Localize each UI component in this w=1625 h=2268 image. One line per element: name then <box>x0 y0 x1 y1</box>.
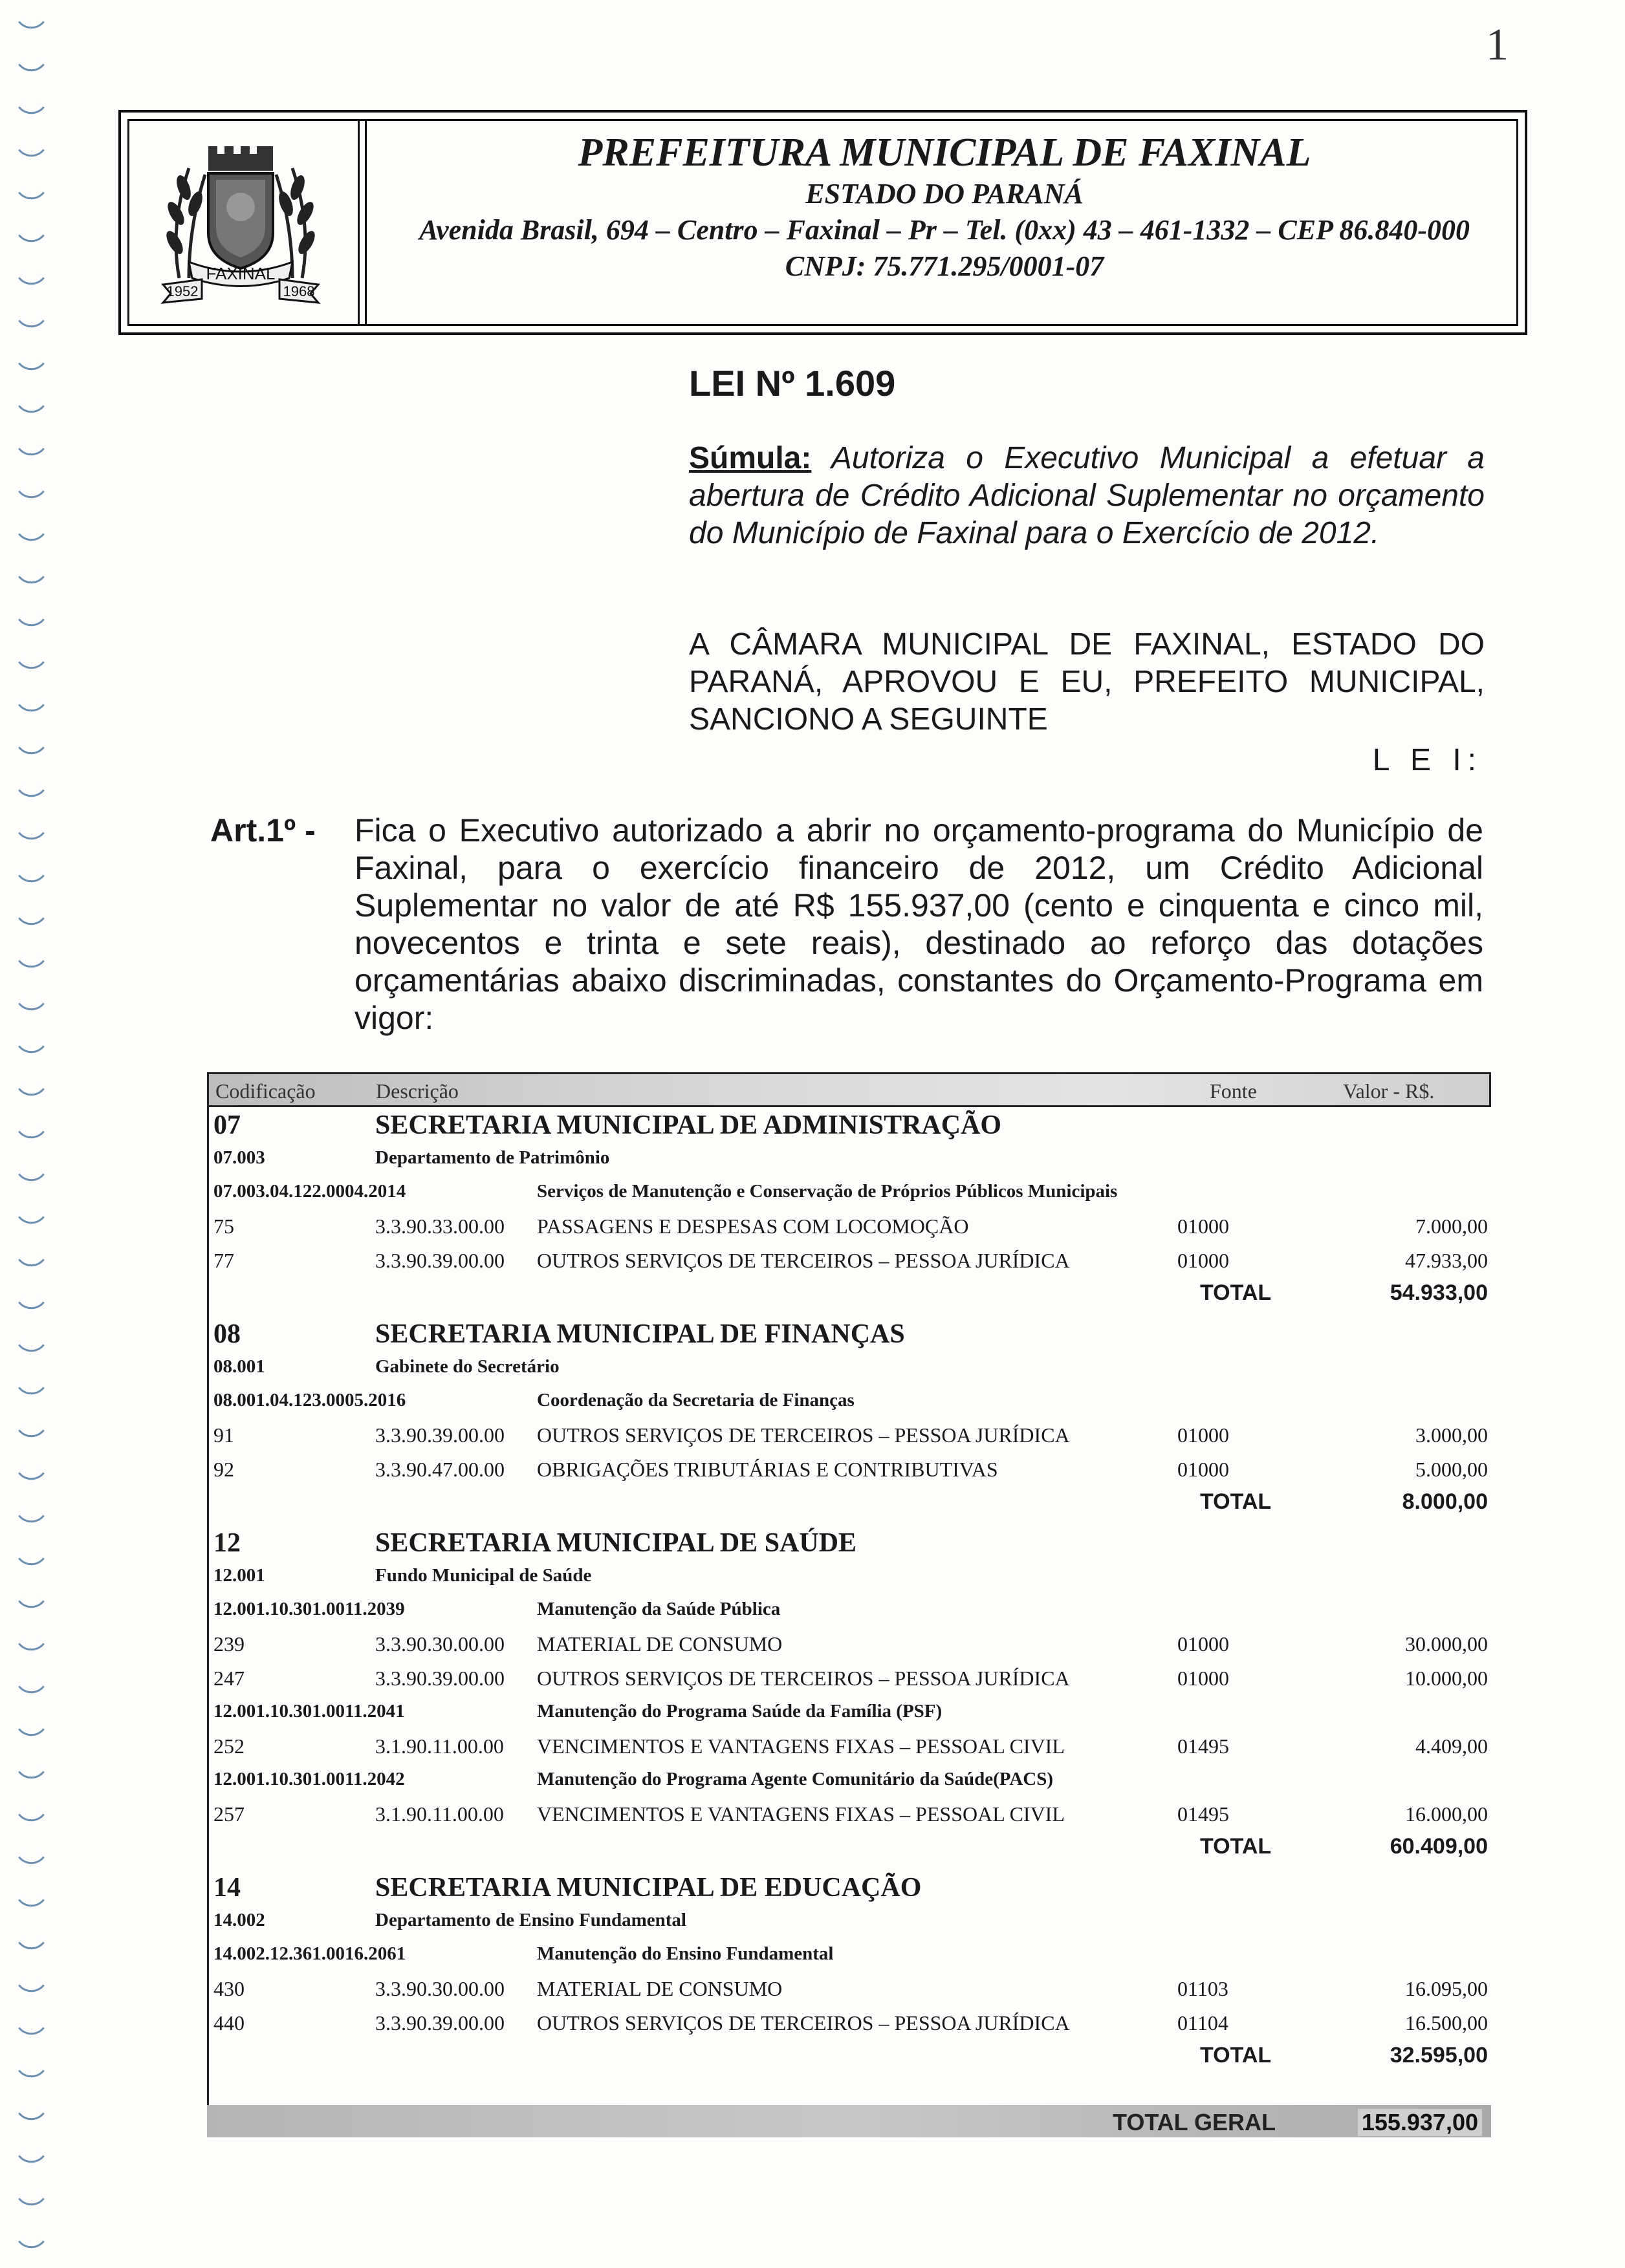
item-number: 430 <box>213 1977 245 2000</box>
item-value: 16.095,00 <box>1405 1977 1488 2000</box>
binding-hole <box>18 222 45 249</box>
binding-hole <box>18 1802 45 1828</box>
item-number: 252 <box>213 1734 245 1758</box>
binding-hole <box>18 2015 45 2042</box>
binding-hole <box>18 1930 45 1956</box>
item-description: OUTROS SERVIÇOS DE TERCEIROS – PESSOA JURÍDICA <box>537 2011 1070 2035</box>
section-total-label: TOTAL <box>1200 1489 1272 1514</box>
item-description: MATERIAL DE CONSUMO <box>537 1632 783 1656</box>
section-code: 08 <box>213 1319 241 1349</box>
binding-hole <box>18 1716 45 1743</box>
program-code: 14.002.12.361.0016.2061 <box>213 1943 406 1964</box>
binding-hole <box>18 393 45 420</box>
binding-hole <box>18 137 45 164</box>
item-value: 10.000,00 <box>1405 1667 1488 1690</box>
program-code: 12.001.10.301.0011.2039 <box>213 1599 405 1619</box>
binding-hole <box>18 1418 45 1444</box>
crest-name: FAXINAL <box>206 264 276 283</box>
binding-hole <box>18 52 45 78</box>
item-number: 257 <box>213 1802 245 1826</box>
grand-total-label: TOTAL GERAL <box>1113 2109 1276 2135</box>
item-source: 01000 <box>1177 1215 1229 1238</box>
item-description: OUTROS SERVIÇOS DE TERCEIROS – PESSOA JURÍDICA <box>537 1667 1070 1690</box>
program-code: 12.001.10.301.0011.2041 <box>213 1701 405 1722</box>
header-description: Descrição <box>376 1079 459 1103</box>
cnpj-line: CNPJ: 75.771.295/0001-07 <box>785 250 1104 282</box>
header-source: Fonte <box>1210 1079 1257 1103</box>
binding-hole <box>18 1887 45 1914</box>
sumula-paragraph <box>689 440 1485 552</box>
section-total-value: 8.000,00 <box>1402 1489 1488 1514</box>
binding-hole <box>18 2058 45 2084</box>
item-description: PASSAGENS E DESPESAS COM LOCOMOÇÃO <box>537 1215 969 1238</box>
address-line: Avenida Brasil, 694 – Centro – Faxinal – Pr – Tel. (0xx) 43 – 461-1332 – CEP 86.840-000 <box>419 214 1470 246</box>
binding-hole <box>18 2229 45 2255</box>
item-account: 3.3.90.39.00.00 <box>375 1423 505 1447</box>
table-header <box>207 1072 1491 1107</box>
state-name: ESTADO DO PARANÁ <box>805 178 1084 210</box>
binding-hole <box>18 94 45 121</box>
grand-total-bar <box>207 2105 1491 2137</box>
item-number: 75 <box>213 1215 234 1238</box>
item-value: 3.000,00 <box>1415 1423 1488 1447</box>
article-label: Art.1º - <box>210 812 316 848</box>
department-name: Fundo Municipal de Saúde <box>375 1565 592 1586</box>
binding-hole <box>18 1503 45 1529</box>
binding-hole <box>18 948 45 975</box>
item-source: 01103 <box>1177 1977 1228 2000</box>
binding-hole <box>18 1332 45 1359</box>
item-account: 3.3.90.39.00.00 <box>375 2011 505 2035</box>
item-number: 77 <box>213 1249 234 1272</box>
binding-hole <box>18 1033 45 1060</box>
binding-hole <box>18 308 45 334</box>
lei-word: L E I: <box>1372 743 1483 777</box>
program-code: 12.001.10.301.0011.2042 <box>213 1769 405 1789</box>
section-total-label: TOTAL <box>1200 2043 1272 2068</box>
section-code: 12 <box>213 1528 241 1558</box>
item-source: 01000 <box>1177 1632 1229 1656</box>
item-description: OBRIGAÇÕES TRIBUTÁRIAS E CONTRIBUTIVAS <box>537 1458 998 1481</box>
department-name: Departamento de Patrimônio <box>375 1147 610 1168</box>
binding-hole <box>18 1759 45 1786</box>
department-code: 12.001 <box>213 1565 265 1586</box>
department-name: Departamento de Ensino Fundamental <box>375 1910 686 1930</box>
program-code: 08.001.04.123.0005.2016 <box>213 1390 406 1410</box>
item-account: 3.3.90.30.00.00 <box>375 1632 505 1656</box>
item-value: 30.000,00 <box>1405 1632 1488 1656</box>
crest-year-left: 1952 <box>166 283 199 299</box>
binding-hole <box>18 735 45 761</box>
program-name: Manutenção do Ensino Fundamental <box>537 1943 834 1964</box>
binding-hole <box>18 265 45 292</box>
municipality-title: PREFEITURA MUNICIPAL DE FAXINAL <box>578 131 1311 175</box>
binding-hole <box>18 1631 45 1658</box>
binding-hole <box>18 351 45 377</box>
binding-hole <box>18 991 45 1017</box>
binding-hole <box>18 1076 45 1103</box>
binding-hole <box>18 1290 45 1316</box>
item-account: 3.3.90.47.00.00 <box>375 1458 505 1481</box>
preamble-paragraph: A CÂMARA MUNICIPAL DE FAXINAL, ESTADO DO PARANÁ, APROVOU E EU, PREFEITO MUNICIPAL, SANCIONO A SEGUINTE <box>689 627 1485 737</box>
item-value: 4.409,00 <box>1415 1734 1488 1758</box>
article-text: Fica o Executivo autorizado a abrir no orçamento-programa do Município de Faxinal, para o exercício financeiro de 2012, um Crédito Adicional Suplementar no valor de até R$ 155.937,00 (cento e cinquenta e cinco mil, novecentos e trinta e sete reais), destinado ao reforço das dotações orçamentárias abaixo discriminadas, constantes do Orçamento-Programa em vigor: <box>354 812 1483 1036</box>
binding-hole <box>18 564 45 590</box>
item-account: 3.3.90.30.00.00 <box>375 1977 505 2000</box>
item-value: 47.933,00 <box>1405 1249 1488 1272</box>
section-name: SECRETARIA MUNICIPAL DE EDUCAÇÃO <box>375 1873 922 1903</box>
program-name: Coordenação da Secretaria de Finanças <box>537 1390 855 1410</box>
section-total-label: TOTAL <box>1200 1834 1272 1859</box>
binding-hole <box>18 1375 45 1401</box>
binding-hole <box>18 436 45 462</box>
item-account: 3.3.90.33.00.00 <box>375 1215 505 1238</box>
binding-hole <box>18 863 45 889</box>
binding-hole <box>18 607 45 633</box>
item-source: 01000 <box>1177 1249 1229 1272</box>
binding-hole <box>18 2101 45 2127</box>
binding-hole <box>18 820 45 847</box>
item-value: 7.000,00 <box>1415 1215 1488 1238</box>
item-description: VENCIMENTOS E VANTAGENS FIXAS – PESSOAL CIVIL <box>537 1802 1065 1826</box>
binding-hole <box>18 1546 45 1572</box>
item-source: 01495 <box>1177 1734 1229 1758</box>
item-number: 440 <box>213 2011 245 2035</box>
sumula-text: Autoriza o Executivo Municipal a efetuar a abertura de Crédito Adicional Suplementar no orçamento do Município de Faxinal para o Exercício de 2012. <box>689 441 1485 550</box>
item-account: 3.3.90.39.00.00 <box>375 1249 505 1272</box>
item-value: 5.000,00 <box>1415 1458 1488 1481</box>
binding-hole <box>18 777 45 804</box>
department-code: 07.003 <box>213 1147 265 1168</box>
law-number: LEI Nº 1.609 <box>689 363 896 404</box>
binding-hole <box>18 649 45 676</box>
binding-hole <box>18 521 45 548</box>
section-total-value: 54.933,00 <box>1390 1280 1488 1305</box>
binding-holes <box>13 0 52 2268</box>
section-total-value: 60.409,00 <box>1390 1834 1488 1859</box>
item-number: 239 <box>213 1632 245 1656</box>
header-value: Valor - R$. <box>1343 1079 1435 1103</box>
section-total-label: TOTAL <box>1200 1280 1272 1305</box>
item-description: OUTROS SERVIÇOS DE TERCEIROS – PESSOA JURÍDICA <box>537 1423 1070 1447</box>
binding-hole <box>18 1460 45 1487</box>
binding-hole <box>18 180 45 206</box>
item-account: 3.1.90.11.00.00 <box>375 1734 504 1758</box>
grand-total-value: 155.937,00 <box>1358 2109 1482 2136</box>
binding-hole <box>18 1674 45 1700</box>
binding-hole <box>18 1844 45 1871</box>
section-total-value: 32.595,00 <box>1390 2043 1488 2068</box>
binding-hole <box>18 1161 45 1188</box>
program-name: Manutenção do Programa Agente Comunitário da Saúde(PACS) <box>537 1769 1054 1789</box>
section-code: 07 <box>213 1110 241 1140</box>
section-name: SECRETARIA MUNICIPAL DE ADMINISTRAÇÃO <box>375 1110 1002 1140</box>
item-source: 01495 <box>1177 1802 1229 1826</box>
binding-hole <box>18 1204 45 1231</box>
item-value: 16.000,00 <box>1405 1802 1488 1826</box>
binding-hole <box>18 692 45 718</box>
department-name: Gabinete do Secretário <box>375 1356 560 1377</box>
item-account: 3.3.90.39.00.00 <box>375 1667 505 1690</box>
item-number: 91 <box>213 1423 234 1447</box>
binding-hole <box>18 1972 45 1999</box>
binding-hole <box>18 479 45 505</box>
department-code: 08.001 <box>213 1356 265 1377</box>
section-name: SECRETARIA MUNICIPAL DE FINANÇAS <box>375 1319 905 1349</box>
section-code: 14 <box>213 1873 241 1903</box>
item-description: VENCIMENTOS E VANTAGENS FIXAS – PESSOAL CIVIL <box>537 1734 1065 1758</box>
item-value: 16.500,00 <box>1405 2011 1488 2035</box>
header-text <box>375 123 1514 285</box>
item-description: MATERIAL DE CONSUMO <box>537 1977 783 2000</box>
item-number: 92 <box>213 1458 234 1481</box>
item-source: 01104 <box>1177 2011 1228 2035</box>
binding-hole <box>18 1588 45 1615</box>
section-name: SECRETARIA MUNICIPAL DE SAÚDE <box>375 1528 857 1558</box>
binding-hole <box>18 2143 45 2170</box>
crest-year-right: 1968 <box>283 283 315 299</box>
item-source: 01000 <box>1177 1458 1229 1481</box>
binding-hole <box>18 905 45 932</box>
binding-hole <box>18 9 45 36</box>
page-number: 1 <box>1486 20 1509 70</box>
binding-hole <box>18 2186 45 2212</box>
item-description: OUTROS SERVIÇOS DE TERCEIROS – PESSOA JURÍDICA <box>537 1249 1070 1272</box>
binding-hole <box>18 1247 45 1273</box>
program-code: 07.003.04.122.0004.2014 <box>213 1181 406 1202</box>
program-name: Serviços de Manutenção e Conservação de Próprios Públicos Municipais <box>537 1181 1118 1202</box>
municipal-crest-icon <box>144 129 338 310</box>
sumula-label: Súmula: <box>689 441 812 475</box>
department-code: 14.002 <box>213 1910 265 1930</box>
program-name: Manutenção do Programa Saúde da Família (PSF) <box>537 1701 943 1722</box>
item-source: 01000 <box>1177 1423 1229 1447</box>
header-divider <box>358 119 367 326</box>
program-name: Manutenção da Saúde Pública <box>537 1599 781 1619</box>
header-code: Codificação <box>215 1079 316 1103</box>
item-account: 3.1.90.11.00.00 <box>375 1802 504 1826</box>
item-source: 01000 <box>1177 1667 1229 1690</box>
binding-hole <box>18 1119 45 1145</box>
item-number: 247 <box>213 1667 245 1690</box>
